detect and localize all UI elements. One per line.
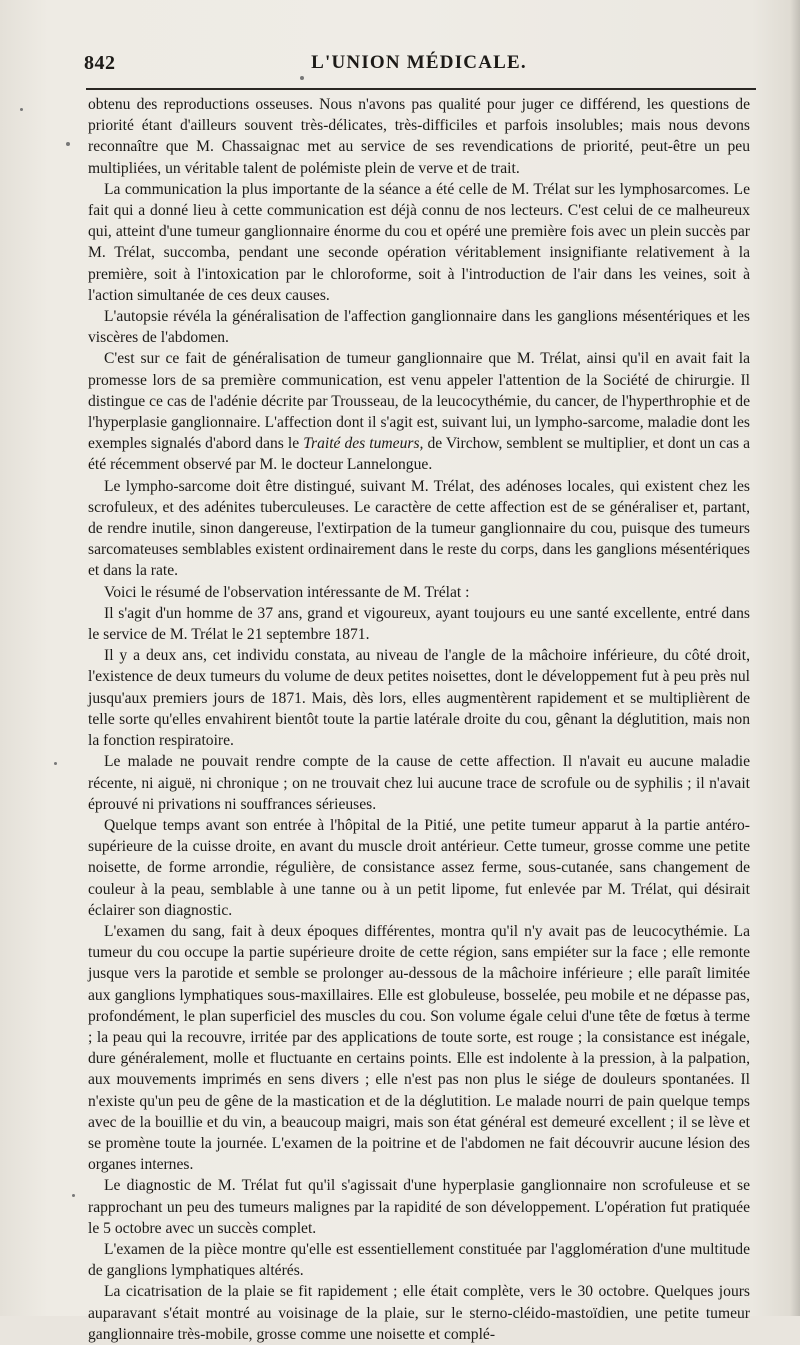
paragraph: La communication la plus importante de la séance a été celle de M. Trélat sur les lymphosarcomes. Le fait qui a donné lieu à cette communication est déjà connu de nos lecteurs. C'est celui de ce malheureux qui, atteint d'une tumeur ganglionnaire énorme du cou et opéré une première fois avec un plein succès par M. Trélat, succomba, pendant une seconde opération véritablement insignifiante relativement à la première, soit à l'intoxication par le chloroforme, soit à l'introduction de l'air dans les veines, soit à l'action simultanée de ces deux causes.: [88, 180, 750, 304]
article-body: [88, 94, 750, 1345]
paragraph: obtenu des reproductions osseuses. Nous n'avons pas qualité pour juger ce différend, les questions de priorité étant d'ailleurs souvent très-délicates, très-difficiles et parfois insolubles; mais nous devons reconnaître que M. Chassaignac met au service de ses revendications de priorité, peut-être un peu multipliées, un véritable talent de polémiste plein de verve et de trait.: [88, 96, 750, 177]
paragraph: Voici le résumé de l'observation intéressante de M. Trélat :: [104, 583, 470, 601]
print-speck: [20, 108, 23, 111]
paragraph: L'examen du sang, fait à deux époques différentes, montra qu'il n'y avait pas de leucocythémie. La tumeur du cou occupe la partie supérieure droite de cette région, sans empiéter sur la face ; elle remonte jusque vers la parotide et semble se prolonger au-dessous de la mâchoire inférieure ; elle paraît limitée aux ganglions lymphatiques sous-maxillaires. Elle est globuleuse, bosselée, peu mobile et ne dépasse pas, profondément, le plan superficiel des muscles du cou. Son volume égale celui d'une tête de fœtus à terme ; la peau qui la recouvre, irritée par des applications de toute sorte, est rouge ; la consistance est inégale, dure généralement, molle et fluctuante en certains points. Elle est indolente à la pression, à la palpation, aux mouvements imprimés en sens divers ; elle n'est pas non plus le siége de douleurs spontanées. Il n'existe qu'un peu de gêne de la mastication et de la déglutition. Le malade nourri de pain quelque temps avec de la bouillie et du vin, a beaucoup maigri, mais son état général est demeuré excellent ; il se lève et se promène toute la journée. L'examen de la poitrine et de l'abdomen ne fait découvrir aucune lésion des organes internes.: [88, 922, 750, 1174]
paragraph: [88, 348, 750, 475]
paragraph: Il s'agit d'un homme de 37 ans, grand et vigoureux, ayant toujours eu une santé excellente, entré dans le service de M. Trélat le 21 septembre 1871.: [88, 604, 750, 644]
paragraph: Il y a deux ans, cet individu constata, au niveau de l'angle de la mâchoire inférieure, du côté droit, l'existence de deux tumeurs du volume de deux petites noisettes, dont le développement fut à peu près nul jusqu'aux premiers jours de 1871. Mais, dès lors, elles augmentèrent rapidement et se multiplièrent de telle sorte qu'elles envahirent bientôt toute la partie latérale droite du cou, gênant la déglutition, mais non la fonction respiratoire.: [88, 647, 750, 750]
paragraph: Le lympho-sarcome doit être distingué, suivant M. Trélat, des adénoses locales, qui existent chez les scrofuleux, et des adénites tuberculeuses. Le caractère de cette affection est de se généraliser et, partant, de rendre inutile, sinon dangereuse, l'extirpation de la tumeur ganglionnaire du cou, puisque des tumeurs sarcomateuses semblables existent ordinairement dans le reste du corps, dans les ganglions mésentériques et dans la rate.: [88, 477, 750, 580]
print-speck: [66, 142, 70, 146]
paragraph: La cicatrisation de la plaie se fit rapidement ; elle était complète, vers le 30 octobre. Quelques jours auparavant s'était montré au voisinage de la plaie, sur le sterno-cléido-mastoïdien, une petite tumeur ganglionnaire très-mobile, grosse comme une noisette et complé-: [88, 1283, 750, 1343]
paragraph: Quelque temps avant son entrée à l'hôpital de la Pitié, une petite tumeur apparut à la partie antéro-supérieure de la cuisse droite, en avant du muscle droit antérieur. Cette tumeur, grosse comme une petite noisette, de forme arrondie, régulière, de consistance assez ferme, sous-cutanée, sans changement de couleur à la peau, semblable à une tanne ou à un petit lipome, fut enlevée par M. Trélat, qui désirait éclairer son diagnostic.: [88, 816, 750, 919]
paragraph-text: C'est sur ce fait de généralisation de tumeur ganglionnaire que M. Trélat, ainsi qu'il en avait fait la promesse lors de sa première communication, est venu appeler l'attention de la Société de chirurgie. Il distingue ce cas de l'adénie décrite par Trousseau, de la leucocythémie, du cancer, de l'hyperthrophie et de l'hyperplasie ganglionnaire. L'affection dont il s'agit est, suivant lui, un lympho-sarcome, maladie dont les exemples signalés d'abord dans le: [88, 350, 750, 453]
paragraph: L'examen de la pièce montre qu'elle est essentiellement constituée par l'agglomération d'une multitude de ganglions lymphatiques altérés.: [88, 1240, 750, 1280]
paragraph: L'autopsie révéla la généralisation de l'affection ganglionnaire dans les ganglions mésentériques et les viscères de l'abdomen.: [88, 308, 750, 347]
page-edge-shadow: [790, 0, 800, 1316]
paragraph-text: de Virchow, semblent se multiplier, et dont un cas a été récemment observé par M. le docteur Lannelongue.: [88, 435, 751, 474]
print-speck: [54, 762, 57, 765]
print-speck: [72, 1194, 75, 1197]
page-header: [84, 50, 754, 84]
print-speck: [300, 76, 304, 80]
running-title: L'UNION MÉDICALE.: [311, 52, 527, 73]
page-number: 842: [84, 52, 116, 74]
paragraph: Le malade ne pouvait rendre compte de la cause de cette affection. Il n'avait eu aucune maladie récente, ni aiguë, ni chronique ; on ne trouvait chez lui aucune trace de scrofule ou de syphilis ; il n'avait éprouvé ni privations ni souffrances sérieuses.: [88, 753, 750, 813]
header-rule: [86, 88, 756, 90]
paragraph: Le diagnostic de M. Trélat fut qu'il s'agissait d'une hyperplasie ganglionnaire non scrofuleuse et se rapprochant un peu des tumeurs malignes par la rapidité de son développement. L'opération fut pratiquée le 5 octobre avec un succès complet.: [88, 1177, 750, 1237]
italic-title: Traité des tumeurs,: [303, 435, 424, 453]
